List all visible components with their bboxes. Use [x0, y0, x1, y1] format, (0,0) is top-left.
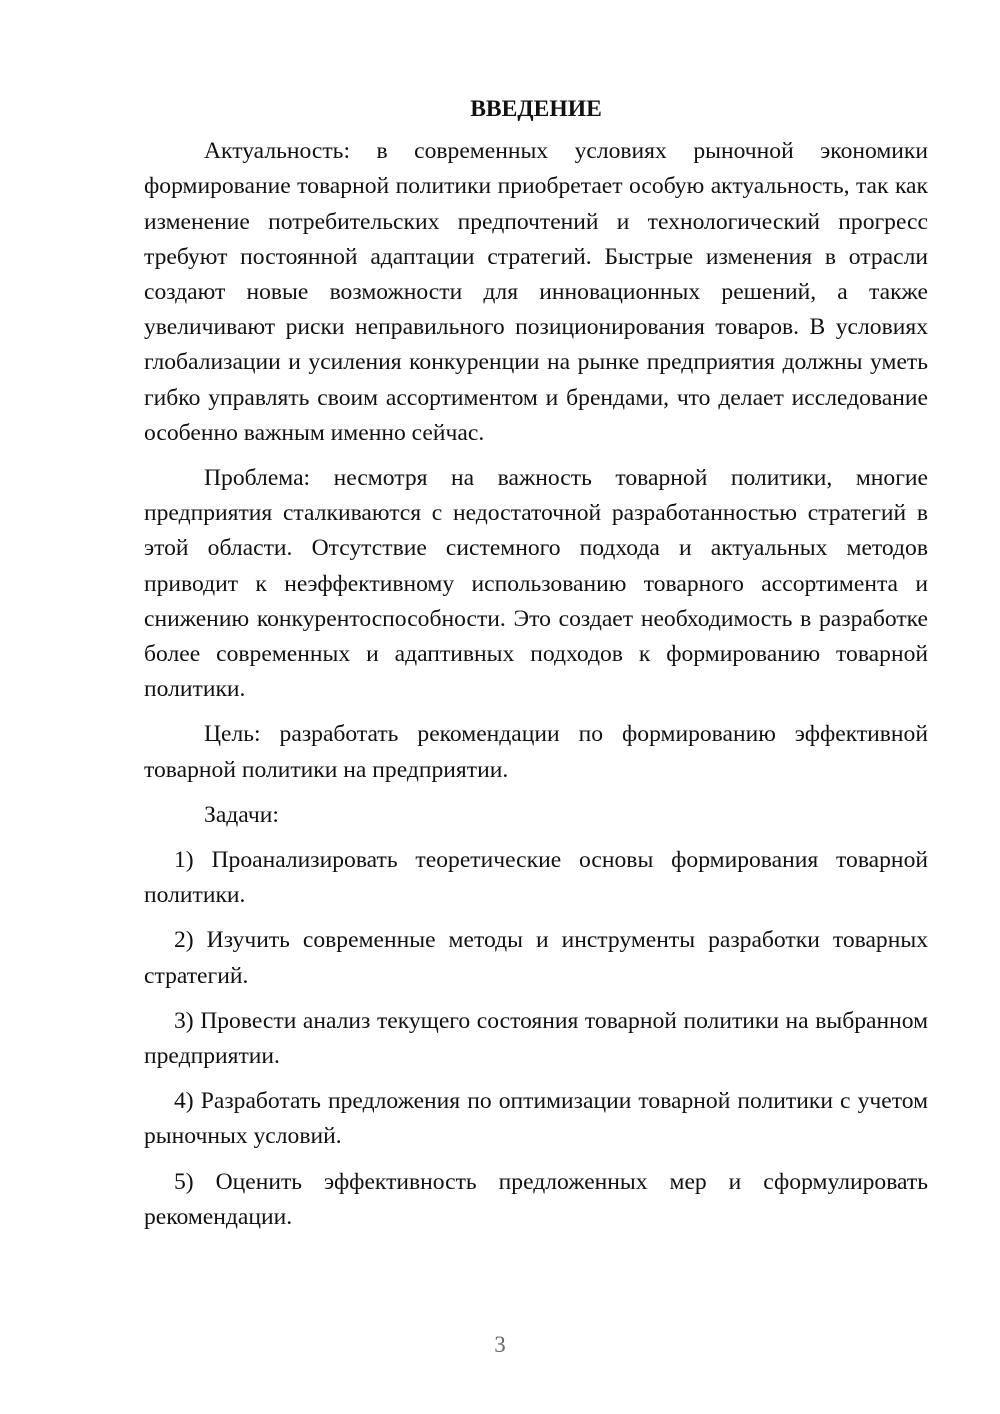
paragraph-tasks-label: Задачи:	[204, 801, 279, 828]
paragraph-problem: Проблема: несмотря на важность товарной политики, многие предприятия сталкиваются с недостаточной разработанностью стратегий в этой области. Отсутствие системного подхода и актуальных методов приводит к неэффективному использованию товарного ассортимента и снижению конкурентоспособности. Это создает необходимость в разработке более современных и адаптивных подходов к формированию товарной политики.	[144, 465, 928, 703]
paragraph-goal: Цель: разработать рекомендации по формированию эффективной товарной политики на предприятии.	[144, 721, 928, 783]
section-heading: ВВЕДЕНИЕ	[470, 96, 602, 122]
task-item: 2) Изучить современные методы и инструменты разработки товарных стратегий.	[144, 927, 928, 989]
page-content	[144, 92, 928, 1245]
task-item: 3) Провести анализ текущего состояния товарной политики на выбранном предприятии.	[144, 1007, 928, 1070]
task-item: 4) Разработать предложения по оптимизации товарной политики с учетом рыночных условий.	[144, 1088, 928, 1150]
page-number: 3	[494, 1332, 506, 1357]
task-item: 1) Проанализировать теоретические основы формирования товарной политики.	[144, 847, 928, 909]
paragraph-relevance: Актуальность: в современных условиях рыночной экономики формирование товарной политики приобретает особую актуальность, так как изменение потребительских предпочтений и технологический прогресс требуют постоянной адаптации стратегий. Быстрые изменения в отрасли создают новые возможности для инновационных решений, а также увеличивают риски неправильного позиционирования товаров. В условиях глобализации и усиления конкуренции на рынке предприятия должны уметь гибко управлять своим ассортиментом и брендами, что делает исследование особенно важным именно сейчас.	[144, 138, 928, 446]
task-item: 5) Оценить эффективность предложенных мер и сформулировать рекомендации.	[144, 1168, 928, 1230]
